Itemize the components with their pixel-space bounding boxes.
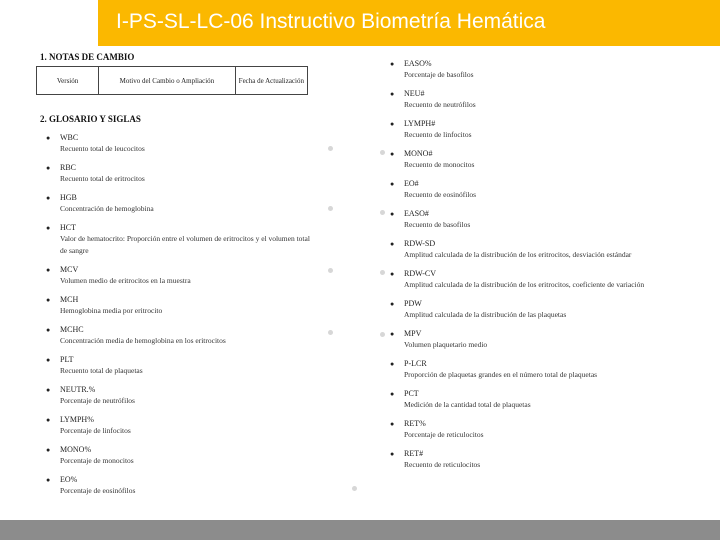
glossary-definition: Recuento de linfocitos xyxy=(404,130,472,139)
glossary-abbreviation: NEUTR.% xyxy=(60,385,96,394)
decorative-dot xyxy=(328,268,333,273)
glossary-abbreviation: MCH xyxy=(60,295,79,304)
glossary-item xyxy=(390,178,655,201)
glossary-definition: Porcentaje de neutrófilos xyxy=(60,396,135,405)
glossary-definition: Hemoglobina media por eritrocito xyxy=(60,306,163,315)
glossary-abbreviation: MPV xyxy=(404,329,422,338)
bullet-icon: ● xyxy=(390,270,395,278)
decorative-dot xyxy=(352,486,357,491)
glossary-item xyxy=(46,324,316,347)
glossary-abbreviation: PCT xyxy=(404,389,419,398)
glossary-left-column xyxy=(46,132,316,504)
decorative-dot xyxy=(328,330,333,335)
bullet-icon: ● xyxy=(46,326,51,334)
glossary-definition: Porcentaje de basofilos xyxy=(404,70,474,79)
glossary-abbreviation: EO# xyxy=(404,179,419,188)
bullet-icon: ● xyxy=(46,446,51,454)
glossary-abbreviation: EASO% xyxy=(404,59,432,68)
glossary-abbreviation: LYMPH% xyxy=(60,415,94,424)
table-header-version: Versión xyxy=(37,67,99,95)
bullet-icon: ● xyxy=(46,194,51,202)
bullet-icon: ● xyxy=(390,300,395,308)
glossary-abbreviation: RET# xyxy=(404,449,424,458)
glossary-definition: Porcentaje de reticulocitos xyxy=(404,430,484,439)
table-header-date: Fecha de Actualización xyxy=(235,67,307,95)
bullet-icon: ● xyxy=(390,90,395,98)
bullet-icon: ● xyxy=(390,210,395,218)
glossary-definition: Porcentaje de monocitos xyxy=(60,456,134,465)
glossary-abbreviation: HCT xyxy=(60,223,76,232)
glossary-definition: Porcentaje de eosinófilos xyxy=(60,486,136,495)
glossary-abbreviation: PLT xyxy=(60,355,74,364)
glossary-definition: Concentración media de hemoglobina en los eritrocitos xyxy=(60,336,226,345)
glossary-abbreviation: RDW-CV xyxy=(404,269,436,278)
bullet-icon: ● xyxy=(46,164,51,172)
glossary-item xyxy=(46,264,316,287)
glossary-abbreviation: RDW-SD xyxy=(404,239,436,248)
glossary-abbreviation: HGB xyxy=(60,193,77,202)
glossary-item xyxy=(46,294,316,317)
bullet-icon: ● xyxy=(46,476,51,484)
glossary-item xyxy=(390,238,655,261)
glossary-definition: Amplitud calculada de la distribución de las plaquetas xyxy=(404,310,567,319)
bullet-icon: ● xyxy=(46,266,51,274)
glossary-item xyxy=(46,474,316,497)
bullet-icon: ● xyxy=(390,390,395,398)
glossary-definition: Recuento total de eritrocitos xyxy=(60,174,145,183)
decorative-dot xyxy=(380,150,385,155)
glossary-item xyxy=(46,384,316,407)
page-title: I-PS-SL-LC-06 Instructivo Biometría Hemática xyxy=(116,10,546,33)
glossary-definition: Valor de hematocrito: Proporción entre el volumen de eritrocitos y el volumen total de sangre xyxy=(60,234,310,255)
glossary-abbreviation: RBC xyxy=(60,163,77,172)
glossary-item xyxy=(46,132,316,155)
glossary-definition: Recuento de neutrófilos xyxy=(404,100,476,109)
glossary-definition: Proporción de plaquetas grandes en el número total de plaquetas xyxy=(404,370,598,379)
glossary-definition: Recuento de reticulocitos xyxy=(404,460,481,469)
bullet-icon: ● xyxy=(390,150,395,158)
glossary-definition: Recuento de eosinófilos xyxy=(404,190,477,199)
bullet-icon: ● xyxy=(390,120,395,128)
decorative-dot xyxy=(328,206,333,211)
glossary-abbreviation: RET% xyxy=(404,419,426,428)
bullet-icon: ● xyxy=(390,240,395,248)
glossary-item xyxy=(390,58,655,81)
glossary-item xyxy=(46,444,316,467)
glossary-definition: Recuento total de leucocitos xyxy=(60,144,145,153)
change-notes-table xyxy=(36,66,308,95)
decorative-dot xyxy=(328,146,333,151)
bullet-icon: ● xyxy=(46,416,51,424)
glossary-item xyxy=(46,162,316,185)
bullet-icon: ● xyxy=(46,134,51,142)
bullet-icon: ● xyxy=(390,330,395,338)
glossary-item xyxy=(390,148,655,171)
glossary-right-column xyxy=(390,58,655,478)
glossary-item xyxy=(46,222,316,257)
glossary-definition: Recuento total de plaquetas xyxy=(60,366,143,375)
glossary-item xyxy=(390,208,655,231)
glossary-item xyxy=(390,328,655,351)
bullet-icon: ● xyxy=(46,356,51,364)
glossary-definition: Recuento de basofilos xyxy=(404,220,471,229)
bullet-icon: ● xyxy=(46,224,51,232)
glossary-abbreviation: P-LCR xyxy=(404,359,427,368)
glossary-abbreviation: MONO# xyxy=(404,149,433,158)
glossary-abbreviation: EASO# xyxy=(404,209,429,218)
bullet-icon: ● xyxy=(46,386,51,394)
glossary-definition: Amplitud calculada de la distribución de los eritrocitos, desviación estándar xyxy=(404,250,632,259)
glossary-abbreviation: WBC xyxy=(60,133,79,142)
glossary-item xyxy=(390,298,655,321)
section-heading-glossary: 2. GLOSARIO Y SIGLAS xyxy=(40,114,141,124)
bullet-icon: ● xyxy=(46,296,51,304)
glossary-definition: Amplitud calculada de la distribución de los eritrocitos, coeficiente de variación xyxy=(404,280,645,289)
glossary-item xyxy=(46,354,316,377)
glossary-definition: Volumen medio de eritrocitos en la muestra xyxy=(60,276,191,285)
glossary-definition: Recuento de monocitos xyxy=(404,160,475,169)
glossary-definition: Medición de la cantidad total de plaquetas xyxy=(404,400,531,409)
glossary-item xyxy=(390,418,655,441)
decorative-dot xyxy=(380,332,385,337)
glossary-abbreviation: MONO% xyxy=(60,445,92,454)
table-header-reason: Motivo del Cambio o Ampliación xyxy=(99,67,236,95)
footer-bar xyxy=(0,520,720,540)
decorative-dot xyxy=(380,210,385,215)
glossary-definition: Volumen plaquetario medio xyxy=(404,340,488,349)
glossary-item xyxy=(390,448,655,471)
glossary-definition: Concentración de hemoglobina xyxy=(60,204,154,213)
glossary-abbreviation: MCHC xyxy=(60,325,84,334)
bullet-icon: ● xyxy=(390,360,395,368)
glossary-item xyxy=(46,192,316,215)
glossary-item xyxy=(46,414,316,437)
glossary-abbreviation: NEU# xyxy=(404,89,425,98)
glossary-item xyxy=(390,358,655,381)
bullet-icon: ● xyxy=(390,60,395,68)
glossary-abbreviation: MCV xyxy=(60,265,79,274)
glossary-item xyxy=(390,118,655,141)
glossary-item xyxy=(390,388,655,411)
glossary-abbreviation: PDW xyxy=(404,299,422,308)
bullet-icon: ● xyxy=(390,180,395,188)
bullet-icon: ● xyxy=(390,420,395,428)
decorative-dot xyxy=(380,270,385,275)
glossary-abbreviation: LYMPH# xyxy=(404,119,436,128)
section-heading-change-notes: 1. NOTAS DE CAMBIO xyxy=(40,52,135,62)
glossary-item xyxy=(390,88,655,111)
bullet-icon: ● xyxy=(390,450,395,458)
glossary-abbreviation: EO% xyxy=(60,475,78,484)
glossary-item xyxy=(390,268,655,291)
glossary-definition: Porcentaje de linfocitos xyxy=(60,426,131,435)
